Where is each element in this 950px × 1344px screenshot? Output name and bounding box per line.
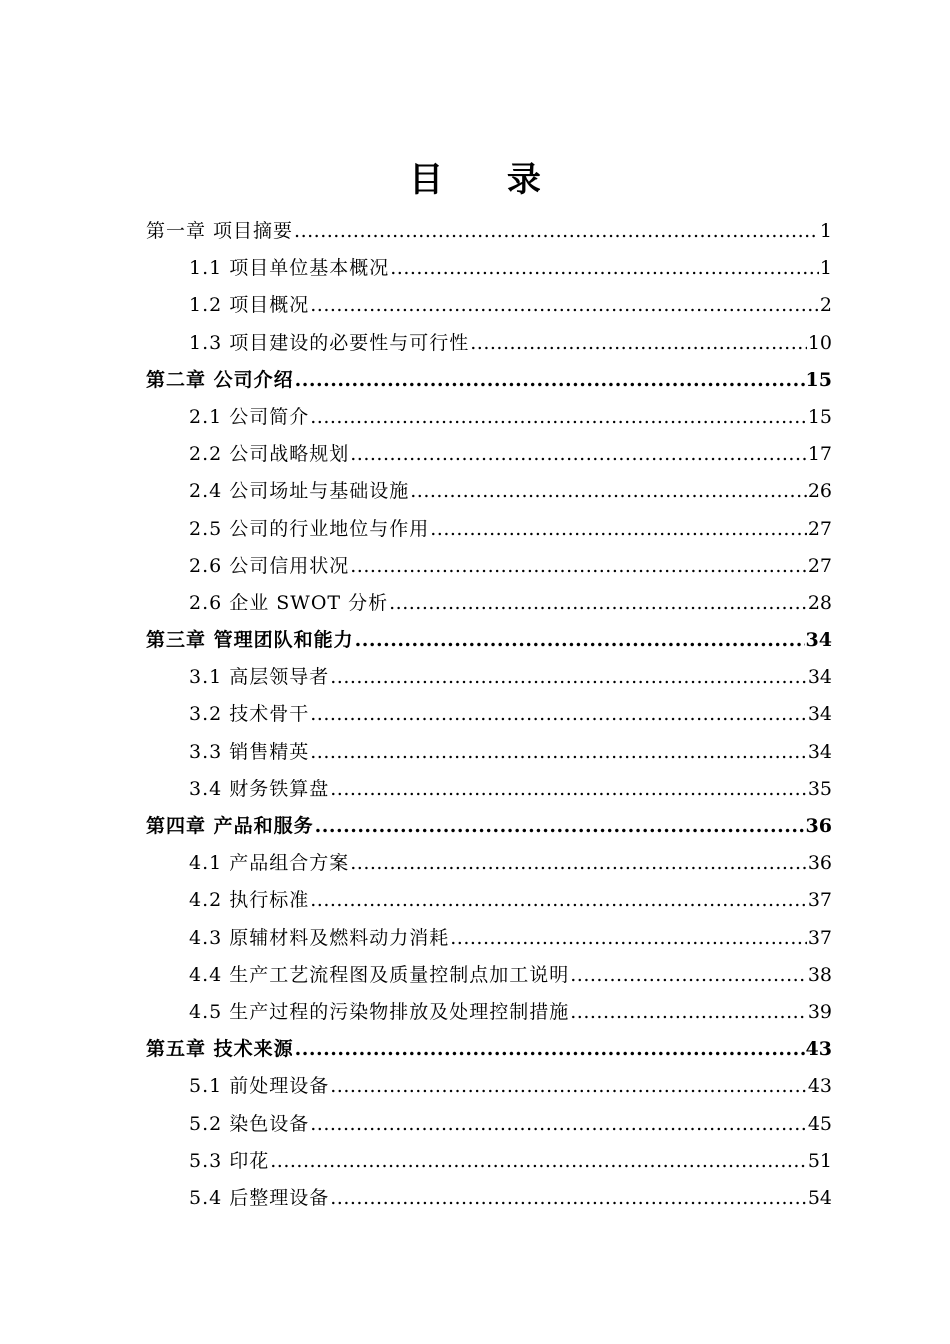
toc-dot-leader: [430, 511, 807, 548]
toc-entry-title: 3.4 财务铁算盘: [189, 777, 330, 800]
toc-dot-leader: [295, 1031, 805, 1068]
toc-entry-title: 3.3 销售精英: [189, 740, 310, 763]
toc-section-entry[interactable]: [146, 994, 832, 1031]
toc-section-entry[interactable]: [146, 1180, 832, 1217]
toc-dot-leader: [330, 659, 807, 696]
toc-section-entry[interactable]: [146, 1106, 832, 1143]
toc-section-entry[interactable]: [146, 734, 832, 771]
toc-title: 目 录: [409, 160, 567, 200]
toc-page-number: 45: [807, 1112, 832, 1135]
toc-entry-title: 4.2 执行标准: [189, 889, 310, 912]
toc-chapter-entry[interactable]: [146, 362, 832, 399]
toc-dot-leader: [294, 213, 819, 250]
toc-dot-leader: [350, 436, 807, 473]
toc-page-number: 37: [807, 926, 832, 949]
toc-chapter-entry[interactable]: [146, 1031, 832, 1068]
toc-page-number: 39: [807, 1000, 832, 1023]
toc-dot-leader: [389, 585, 807, 622]
toc-page-number: 34: [805, 629, 832, 652]
toc-dot-leader: [330, 771, 807, 808]
toc-page-number: 15: [807, 405, 832, 428]
table-of-contents: [146, 213, 832, 1217]
toc-entry-title: 2.6 企业 SWOT 分析: [189, 591, 389, 614]
toc-entry-title: 4.3 原辅材料及燃料动力消耗: [189, 926, 450, 949]
toc-page-number: 43: [807, 1075, 832, 1098]
toc-page-number: 17: [807, 443, 832, 466]
toc-entry-title: 5.3 印花: [189, 1149, 270, 1172]
toc-chapter-entry[interactable]: [146, 808, 832, 845]
toc-page-number: 34: [807, 740, 832, 763]
toc-dot-leader: [350, 548, 807, 585]
toc-entry-title: 4.5 生产过程的污染物排放及处理控制措施: [189, 1000, 570, 1023]
toc-dot-leader: [270, 1143, 807, 1180]
toc-entry-title: 2.5 公司的行业地位与作用: [189, 517, 430, 540]
toc-section-entry[interactable]: [146, 399, 832, 436]
toc-entry-title: 第三章 管理团队和能力: [146, 629, 354, 652]
toc-section-entry[interactable]: [146, 920, 832, 957]
toc-page-number: 43: [805, 1038, 832, 1061]
toc-section-entry[interactable]: [146, 771, 832, 808]
toc-section-entry[interactable]: [146, 250, 832, 287]
toc-dot-leader: [315, 808, 805, 845]
toc-entry-title: 5.2 染色设备: [189, 1112, 310, 1135]
toc-dot-leader: [310, 882, 807, 919]
toc-entry-title: 2.2 公司战略规划: [189, 443, 350, 466]
toc-page-number: 26: [807, 480, 832, 503]
toc-section-entry[interactable]: [146, 473, 832, 510]
toc-page-number: 2: [819, 294, 832, 317]
toc-page-number: 34: [807, 666, 832, 689]
toc-entry-title: 4.1 产品组合方案: [189, 852, 350, 875]
toc-page-number: 34: [807, 703, 832, 726]
toc-section-entry[interactable]: [146, 325, 832, 362]
toc-chapter-entry[interactable]: [146, 213, 832, 250]
toc-section-entry[interactable]: [146, 882, 832, 919]
toc-page-number: 1: [819, 257, 832, 280]
toc-dot-leader: [310, 1106, 807, 1143]
toc-section-entry[interactable]: [146, 436, 832, 473]
toc-section-entry[interactable]: [146, 1143, 832, 1180]
toc-dot-leader: [330, 1068, 807, 1105]
toc-dot-leader: [450, 920, 807, 957]
toc-entry-title: 第二章 公司介绍: [146, 368, 294, 391]
toc-entry-title: 4.4 生产工艺流程图及质量控制点加工说明: [189, 963, 570, 986]
toc-entry-title: 3.1 高层领导者: [189, 666, 330, 689]
toc-dot-leader: [350, 845, 807, 882]
toc-dot-leader: [470, 325, 807, 362]
toc-dot-leader: [310, 287, 819, 324]
toc-dot-leader: [310, 399, 807, 436]
toc-page-number: 36: [807, 852, 832, 875]
toc-dot-leader: [330, 1180, 807, 1217]
toc-dot-leader: [570, 994, 807, 1031]
toc-page-number: 28: [807, 591, 832, 614]
toc-entry-title: 5.1 前处理设备: [189, 1075, 330, 1098]
toc-entry-title: 2.4 公司场址与基础设施: [189, 480, 410, 503]
toc-page-number: 10: [807, 331, 832, 354]
toc-entry-title: 5.4 后整理设备: [189, 1186, 330, 1209]
toc-page-number: 51: [807, 1149, 832, 1172]
toc-page-number: 37: [807, 889, 832, 912]
toc-entry-title: 3.2 技术骨干: [189, 703, 310, 726]
toc-section-entry[interactable]: [146, 845, 832, 882]
toc-entry-title: 1.3 项目建设的必要性与可行性: [189, 331, 470, 354]
toc-entry-title: 第四章 产品和服务: [146, 815, 314, 837]
toc-dot-leader: [410, 473, 807, 510]
toc-page-number: 27: [807, 554, 832, 577]
toc-chapter-entry[interactable]: [146, 622, 832, 659]
toc-section-entry[interactable]: [146, 548, 832, 585]
toc-dot-leader: [310, 734, 807, 771]
toc-section-entry[interactable]: [146, 659, 832, 696]
toc-page-number: 36: [805, 815, 832, 837]
toc-page-number: 38: [807, 963, 832, 986]
toc-entry-title: 第五章 技术来源: [146, 1038, 294, 1061]
toc-section-entry[interactable]: [146, 957, 832, 994]
toc-page-number: 27: [807, 517, 832, 540]
toc-entry-title: 第一章 项目摘要: [146, 220, 294, 242]
toc-dot-leader: [390, 250, 819, 287]
toc-entry-title: 2.1 公司简介: [189, 405, 310, 428]
toc-dot-leader: [295, 362, 805, 399]
toc-page-number: 35: [807, 777, 832, 800]
toc-section-entry[interactable]: [146, 1068, 832, 1105]
toc-page-number: 15: [805, 368, 832, 391]
toc-dot-leader: [355, 622, 805, 659]
toc-dot-leader: [570, 957, 807, 994]
toc-section-entry[interactable]: [146, 696, 832, 733]
toc-entry-title: 2.6 公司信用状况: [189, 554, 350, 577]
toc-entry-title: 1.2 项目概况: [189, 294, 310, 317]
toc-section-entry[interactable]: [146, 287, 832, 324]
toc-page-number: 54: [807, 1186, 832, 1209]
toc-section-entry[interactable]: [146, 585, 832, 622]
toc-entry-title: 1.1 项目单位基本概况: [189, 257, 390, 280]
toc-section-entry[interactable]: [146, 511, 832, 548]
toc-dot-leader: [310, 696, 807, 733]
toc-page-number: 1: [819, 220, 832, 242]
